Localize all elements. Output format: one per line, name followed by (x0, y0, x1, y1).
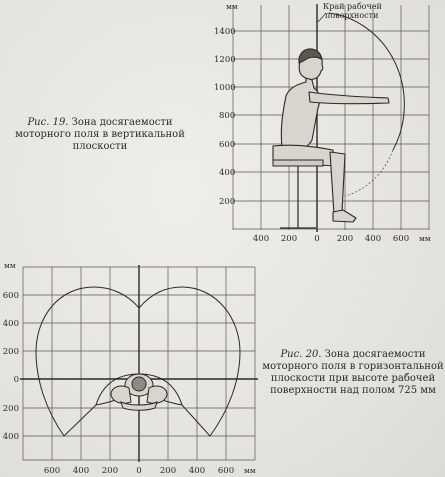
fig19-xtick: 0 (314, 234, 320, 244)
figure-19-caption-text: Зона досягаемости моторного поля в вертикальной плоскости (15, 117, 185, 152)
figure-20-caption (260, 349, 445, 397)
figure-19-annotation-line1: Край рабочей (323, 2, 382, 11)
fig19-xtick: 200 (280, 234, 298, 244)
figure-19-unit-bottom: мм (419, 234, 431, 243)
fig20-ytick: 400 (2, 432, 19, 442)
fig19-xtick: 600 (392, 234, 410, 244)
fig19-ytick: 800 (219, 111, 236, 121)
fig19-ytick: 200 (219, 197, 236, 207)
fig19-ytick: 1200 (214, 55, 236, 65)
fig20-xtick: 200 (159, 466, 177, 476)
fig20-xtick: 600 (217, 466, 235, 476)
fig20-ytick: 400 (2, 319, 19, 329)
figure-20-x-tick-labels (44, 466, 234, 476)
figure-20-unit-top: мм (4, 261, 16, 270)
fig19-ytick: 1000 (214, 83, 236, 93)
fig20-ytick: 0 (13, 375, 19, 385)
figure-20-reach-outline (36, 287, 240, 436)
fig20-xtick: 200 (101, 466, 119, 476)
figure-20-caption-text: Зона досягаемости моторного поля в горизонтальной плоскости при высоте рабочей поверхности над полом 725 мм (262, 349, 444, 396)
figure-19-unit-top: мм (226, 2, 238, 11)
figure-20-caption-number: Рис. 20. (280, 349, 322, 360)
fig19-ytick: 600 (219, 140, 236, 150)
fig20-ytick: 600 (2, 291, 19, 301)
fig19-xtick: 400 (364, 234, 382, 244)
figure-20-y-tick-labels (3, 291, 19, 442)
fig20-xtick: 0 (136, 466, 142, 476)
fig20-ytick: 200 (2, 404, 19, 414)
figure-19-annotation-line2: поверхности (325, 11, 379, 20)
fig19-xtick: 200 (336, 234, 354, 244)
fig20-xtick: 600 (43, 466, 61, 476)
fig20-ytick: 200 (2, 347, 19, 357)
figure-19-caption (0, 117, 200, 153)
fig19-xtick: 400 (252, 234, 270, 244)
fig19-ytick: 1400 (214, 27, 236, 37)
fig20-xtick: 400 (188, 466, 206, 476)
figure-20-unit-bottom: мм (244, 466, 256, 475)
fig19-ytick: 400 (219, 168, 236, 178)
figure-19-caption-number: Рис. 19. (27, 117, 69, 128)
fig20-xtick: 400 (72, 466, 90, 476)
